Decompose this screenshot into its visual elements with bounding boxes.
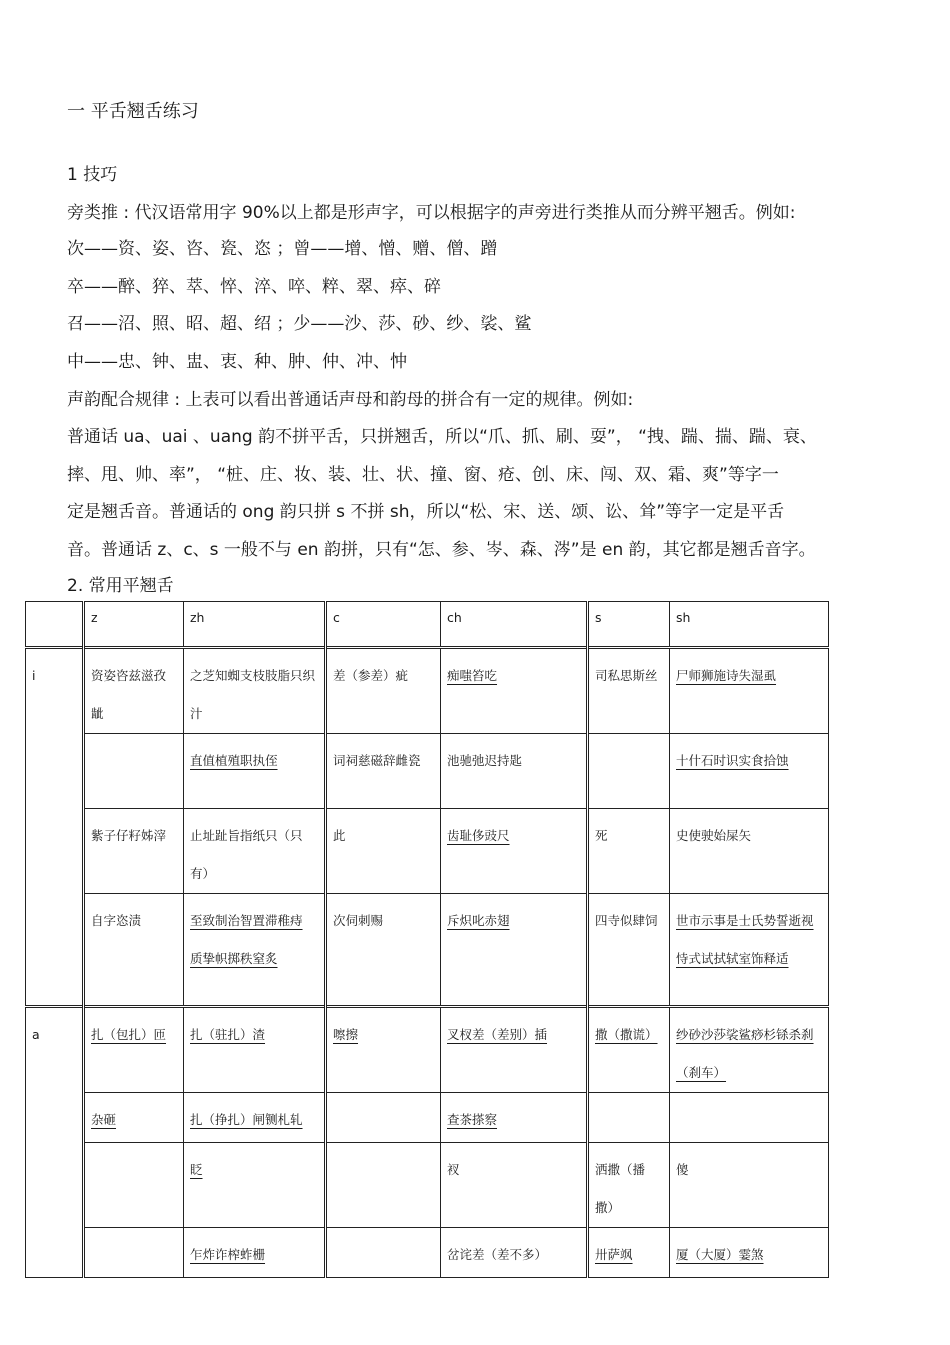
table-cell: 杂砸	[84, 1093, 184, 1143]
table-header-cell: ch	[441, 602, 588, 648]
table-cell: 十什石时识实食拾蚀	[670, 734, 829, 809]
table-cell: 眨	[184, 1143, 326, 1228]
table-cell: 次伺刺赐	[326, 894, 441, 1007]
table-cell: 止址趾旨指纸只（只有）	[184, 809, 326, 894]
table-cell: 齿耻侈豉尺	[441, 809, 588, 894]
table-cell: 差（参差）疵	[326, 648, 441, 734]
paragraph-line: 定是翘舌音。普通话的 ong 韵只拼 s 不拼 sh，所以“松、宋、送、颂、讼、耸”等字一定是平舌	[67, 502, 785, 522]
table-cell: 斥炽叱赤翅	[441, 894, 588, 1007]
table-cell: 池驰弛迟持匙	[441, 734, 588, 809]
final-label: i	[26, 648, 84, 1007]
table-cell: 扎（挣扎）闸铡札轧	[184, 1093, 326, 1143]
table-cell: 此	[326, 809, 441, 894]
paragraph-line: 摔、甩、帅、率”， “桩、庄、妆、装、壮、状、撞、窗、疮、创、床、闯、双、霜、爽”等字一	[67, 465, 779, 485]
table-cell: 四寺似肆饲	[588, 894, 670, 1007]
table-cell	[84, 1228, 184, 1278]
paragraph-line: 次——资、姿、咨、瓷、恣 ；曾——增、憎、赠、僧、蹭	[67, 239, 498, 259]
table-row	[26, 648, 829, 734]
page-title: 一 平舌翘舌练习	[67, 101, 199, 122]
table-cell: 扎（驻扎）渣	[184, 1007, 326, 1093]
table-header-cell: z	[84, 602, 184, 648]
table-cell: 卅萨飒	[588, 1228, 670, 1278]
table-cell	[326, 1143, 441, 1228]
paragraph-line: 召——沼、照、昭、超、绍 ；少——沙、莎、砂、纱、裟、鲨	[67, 314, 532, 334]
table-cell: 傻	[670, 1143, 829, 1228]
table-cell: 自字恣渍	[84, 894, 184, 1007]
table-cell: 直值植殖职执侄	[184, 734, 326, 809]
pinyin-table	[25, 601, 829, 1278]
table-cell: 司私思斯丝	[588, 648, 670, 734]
table-cell: 之芝知蜘支枝肢脂只织汁	[184, 648, 326, 734]
table-cell	[84, 1143, 184, 1228]
table-cell: 尸师狮施诗失湿虱	[670, 648, 829, 734]
table-cell: 扎（包扎）匝	[84, 1007, 184, 1093]
table-row	[26, 809, 829, 894]
table-cell: 厦（大厦）霎煞	[670, 1228, 829, 1278]
table-cell: 世市示事是士氏势誓逝视恃式试拭轼室饰释适	[670, 894, 829, 1007]
table-cell: 词祠慈磁辞雌瓷	[326, 734, 441, 809]
table-row	[26, 1228, 829, 1278]
table-cell: 叉杈差（差别）插	[441, 1007, 588, 1093]
section-heading-1: 1 技巧	[67, 165, 118, 185]
table-cell	[326, 1228, 441, 1278]
table-cell: 痴嗤笞吃	[441, 648, 588, 734]
table-cell: 至致制治智置滞稚痔 质挚帜掷秩窒炙	[184, 894, 326, 1007]
table-cell	[588, 734, 670, 809]
table-cell: 查茶搽察	[441, 1093, 588, 1143]
table-cell	[588, 1093, 670, 1143]
table-cell: 乍炸诈榨蚱栅	[184, 1228, 326, 1278]
table-cell	[84, 734, 184, 809]
table-cell: 洒撒（播撒）	[588, 1143, 670, 1228]
table-cell: 史使驶始屎矢	[670, 809, 829, 894]
table-cell	[326, 1093, 441, 1143]
paragraph-line: 普通话 ua、uai 、uang 韵不拼平舌，只拼翘舌，所以“爪、抓、刷、耍”， “拽、踹、揣、踹、衰、	[67, 427, 817, 447]
table-cell: 纱砂沙莎裟鲨痧杉铩杀刹（刹车）	[670, 1007, 829, 1093]
final-label: a	[26, 1007, 84, 1278]
table-header-cell: s	[588, 602, 670, 648]
table-cell	[670, 1093, 829, 1143]
paragraph-line: 声韵配合规律 : 上表可以看出普通话声母和韵母的拼合有一定的规律。例如:	[67, 390, 634, 410]
table-cell: 衩	[441, 1143, 588, 1228]
table-header-cell: zh	[184, 602, 326, 648]
table-row	[26, 1093, 829, 1143]
table-header-cell: sh	[670, 602, 829, 648]
table-header-cell	[26, 602, 84, 648]
table-row	[26, 1143, 829, 1228]
table-cell: 岔诧差（差不多）	[441, 1228, 588, 1278]
paragraph-line: 卒——醉、猝、萃、悴、淬、啐、粹、翠、瘁、碎	[67, 277, 441, 297]
table-row	[26, 1007, 829, 1093]
section-heading-2: 2. 常用平翘舌	[67, 576, 174, 596]
table-header-row	[26, 602, 829, 648]
table-cell: 资姿咨兹滋孜龇	[84, 648, 184, 734]
table-cell: 死	[588, 809, 670, 894]
table-row	[26, 734, 829, 809]
table-header-cell: c	[326, 602, 441, 648]
table-cell: 紫子仔籽姊滓	[84, 809, 184, 894]
paragraph-line: 中——忠、钟、盅、衷、种、肿、仲、冲、忡	[67, 352, 407, 372]
paragraph-line: 音。普通话 z、c、s 一般不与 en 韵拼，只有“怎、参、岑、森、涔”是 en 韵，其它都是翘舌音字。	[67, 540, 816, 560]
paragraph-line: 旁类推 : 代汉语常用字 90%以上都是形声字，可以根据字的声旁进行类推从而分辨平翘舌。例如:	[67, 203, 796, 223]
table-cell: 嚓擦	[326, 1007, 441, 1093]
table-cell: 撒（撒谎）	[588, 1007, 670, 1093]
table-row	[26, 894, 829, 1007]
